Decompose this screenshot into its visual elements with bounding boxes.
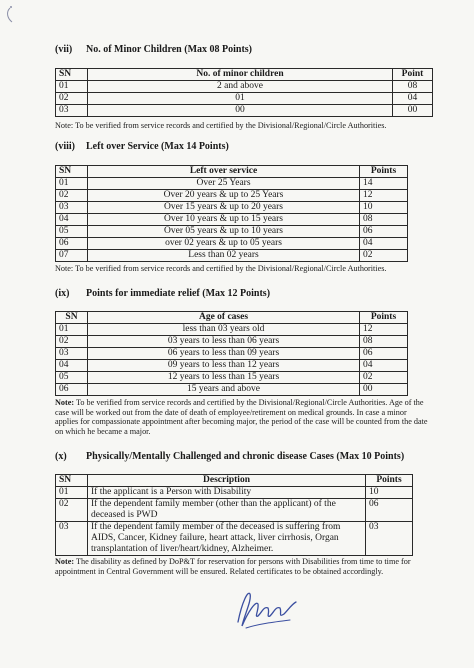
note-label: Note: [55, 557, 75, 566]
column-header: No. of minor children [88, 69, 393, 81]
table-header-row [56, 475, 413, 487]
row-sn: 02 [56, 499, 88, 522]
row-label: 15 years and above [88, 384, 360, 396]
row-label: Over 25 Years [88, 178, 360, 190]
row-label: Less than 02 years [88, 250, 360, 262]
row-label: 12 years to less than 15 years [88, 372, 360, 384]
row-sn: 01 [56, 324, 88, 336]
table-row [56, 178, 408, 190]
column-header: Point [393, 69, 433, 81]
section-ix-number: (ix) [55, 288, 70, 299]
column-header: SN [56, 166, 88, 178]
row-points: 12 [360, 190, 408, 202]
table-row [56, 93, 433, 105]
section-viii-title [55, 141, 229, 152]
row-label: 06 years to less than 09 years [88, 348, 360, 360]
row-sn: 04 [56, 360, 88, 372]
table-row [56, 250, 408, 262]
row-sn: 01 [56, 487, 88, 499]
row-points: 08 [393, 81, 433, 93]
row-description: If the applicant is a Person with Disability [88, 487, 366, 499]
table-row [56, 348, 408, 360]
section-x-heading: Physically/Mentally Challenged and chronic disease Cases (Max 10 Points) [86, 451, 405, 462]
row-points: 10 [360, 202, 408, 214]
row-sn: 06 [56, 384, 88, 396]
section-vii-number: (vii) [55, 44, 73, 55]
left-over-service-table [55, 165, 408, 262]
column-header: Points [366, 475, 413, 487]
section-vii-heading: No. of Minor Children (Max 08 Points) [86, 44, 253, 55]
row-label: 09 years to less than 12 years [88, 360, 360, 372]
table-row [56, 214, 408, 226]
table-row [56, 384, 408, 396]
section-viii-heading: Left over Service (Max 14 Points) [86, 141, 229, 152]
row-points: 00 [360, 384, 408, 396]
section-ix-title [55, 288, 270, 299]
column-header: SN [56, 312, 88, 324]
row-sn: 05 [56, 226, 88, 238]
row-label: 00 [88, 105, 393, 117]
column-header: SN [56, 69, 88, 81]
row-label: over 02 years & up to 05 years [88, 238, 360, 250]
table-row [56, 522, 413, 556]
row-description: If the dependent family member (other than the applicant) of the deceased is PWD [88, 499, 366, 522]
section-vii-title [55, 44, 252, 55]
table-row [56, 487, 413, 499]
row-sn: 02 [56, 336, 88, 348]
table-row [56, 226, 408, 238]
row-label: 03 years to less than 06 years [88, 336, 360, 348]
table-header-row [56, 69, 433, 81]
row-sn: 01 [56, 81, 88, 93]
row-points: 02 [360, 250, 408, 262]
table-row [56, 202, 408, 214]
row-label: 2 and above [88, 81, 393, 93]
row-points: 06 [360, 226, 408, 238]
row-points: 06 [366, 499, 413, 522]
row-points: 00 [393, 105, 433, 117]
table-row [56, 372, 408, 384]
row-label: less than 03 years old [88, 324, 360, 336]
section-viii-note: Note: To be verified from service records and certified by the Divisional/Regional/Circle Authorities. [55, 264, 387, 273]
section-vii-note: Note: To be verified from service records and certified by the Divisional/Regional/Circle Authorities. [55, 121, 387, 130]
row-points: 08 [360, 336, 408, 348]
section-viii-number: (viii) [55, 141, 75, 152]
signature-icon [228, 582, 308, 634]
row-sn: 06 [56, 238, 88, 250]
column-header: Description [88, 475, 366, 487]
table-header-row [56, 312, 408, 324]
column-header: Left over service [88, 166, 360, 178]
minor-children-table [55, 68, 433, 117]
row-points: 04 [360, 238, 408, 250]
table-row [56, 81, 433, 93]
column-header: Age of cases [88, 312, 360, 324]
row-points: 14 [360, 178, 408, 190]
row-label: Over 15 years & up to 20 years [88, 202, 360, 214]
row-label: Over 05 years & up to 10 years [88, 226, 360, 238]
row-points: 10 [366, 487, 413, 499]
row-sn: 07 [56, 250, 88, 262]
column-header: Points [360, 312, 408, 324]
immediate-relief-table [55, 311, 408, 396]
pen-mark-icon [4, 4, 24, 26]
row-points: 03 [366, 522, 413, 556]
column-header: SN [56, 475, 88, 487]
row-sn: 01 [56, 178, 88, 190]
row-label: 01 [88, 93, 393, 105]
row-sn: 03 [56, 105, 88, 117]
row-label: Over 20 years & up to 25 Years [88, 190, 360, 202]
section-ix-heading: Points for immediate relief (Max 12 Points) [86, 288, 271, 299]
table-row [56, 105, 433, 117]
note-text: The disability as defined by DoP&T for reservation for persons with Disabilities from time to time for appointment in Central Government will be ensured. Related certificates to be obtained accordingly. [55, 557, 411, 576]
row-points: 04 [360, 360, 408, 372]
column-header: Points [360, 166, 408, 178]
row-sn: 02 [56, 93, 88, 105]
section-x-number: (x) [55, 451, 67, 462]
row-sn: 05 [56, 372, 88, 384]
table-row [56, 336, 408, 348]
note-label: Note: [55, 398, 75, 407]
row-points: 04 [393, 93, 433, 105]
section-x-note [55, 557, 429, 576]
row-points: 06 [360, 348, 408, 360]
table-header-row [56, 166, 408, 178]
section-ix-note [55, 398, 429, 436]
row-description: If the dependent family member of the deceased is suffering from AIDS, Cancer, Kidney failure, heart attack, liver cirrhosis, Organ transplantation of liver/heart/kidney, Alzheimer. [88, 522, 366, 556]
table-row [56, 238, 408, 250]
row-sn: 03 [56, 522, 88, 556]
row-points: 02 [360, 372, 408, 384]
row-sn: 04 [56, 214, 88, 226]
row-label: Over 10 years & up to 15 years [88, 214, 360, 226]
row-points: 12 [360, 324, 408, 336]
row-sn: 03 [56, 202, 88, 214]
row-sn: 03 [56, 348, 88, 360]
row-points: 08 [360, 214, 408, 226]
section-x-title [55, 451, 404, 462]
note-text: To be verified from service records and certified by the Divisional/Regional/Circle Authorities. Age of the case will be worked out from the date of death of employee/retirement on medical grounds. In case a minor applies for compassionate appointment after becoming major, the period of the case will be counted from the date on which he became a major. [55, 398, 428, 436]
disability-cases-table [55, 474, 413, 556]
table-row [56, 324, 408, 336]
table-row [56, 360, 408, 372]
table-row [56, 190, 408, 202]
row-sn: 02 [56, 190, 88, 202]
table-row [56, 499, 413, 522]
